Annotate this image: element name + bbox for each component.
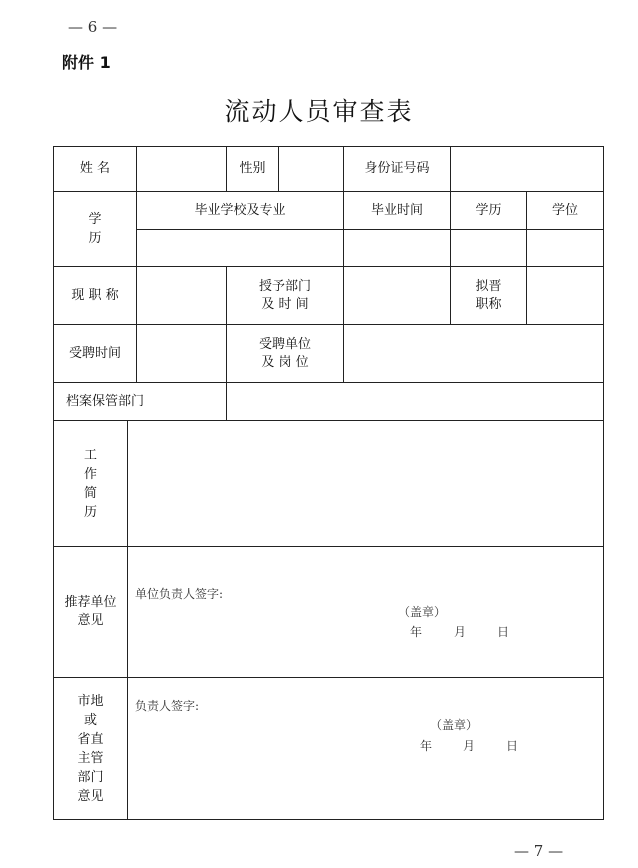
school-major-field[interactable] — [137, 230, 343, 266]
work-history-label — [54, 421, 127, 546]
recommend-label — [54, 547, 127, 677]
grant-dept-field[interactable] — [344, 267, 450, 324]
education-text: 学历 — [88, 212, 102, 246]
archive-dept-label: 档案保管部门 — [66, 393, 145, 409]
recommend-line-2: 意见 — [77, 613, 104, 628]
city-dept-label — [54, 678, 127, 819]
archive-dept-field[interactable] — [227, 383, 603, 420]
city-dept-line-2: 或 — [83, 712, 97, 728]
hire-unit-label — [227, 325, 343, 382]
gender-label: 性别 — [239, 161, 266, 176]
grad-time-label: 毕业时间 — [370, 202, 423, 218]
hire-unit-line-2: 及 岗 位 — [261, 354, 309, 370]
recommend-seal: （盖章） — [398, 605, 447, 619]
grant-dept-line-1: 授予部门 — [258, 278, 311, 294]
proposed-title-line-2: 职称 — [475, 296, 502, 312]
hire-unit-line-1: 受聘单位 — [258, 336, 311, 352]
id-number-field[interactable] — [451, 147, 603, 191]
city-dept-line-6: 意见 — [77, 788, 104, 804]
proposed-title-field[interactable] — [527, 267, 603, 324]
page-number-bottom: — 7 — — [514, 842, 564, 860]
city-dept-line-4: 主管 — [77, 750, 104, 766]
degree-field[interactable] — [527, 230, 603, 266]
proposed-title-label — [451, 267, 526, 324]
recommend-line-1: 推荐单位 — [64, 595, 117, 610]
city-dept-line-3: 省直 — [77, 731, 104, 747]
work-history-field[interactable] — [128, 421, 603, 546]
education-field[interactable] — [451, 230, 526, 266]
city-dept-month: 月 — [463, 739, 476, 753]
page-title: 流动人员审查表 — [224, 97, 414, 126]
city-dept-seal: （盖章） — [430, 718, 479, 732]
head-signature-label: 负责人签字: — [135, 699, 200, 713]
recommend-day: 日 — [497, 625, 510, 639]
hire-unit-field[interactable] — [344, 325, 603, 382]
city-dept-line-1: 市地 — [77, 693, 104, 709]
hire-time-label: 受聘时间 — [68, 345, 121, 361]
grant-dept-label — [227, 267, 343, 324]
work-history-text: 工作简历 — [83, 447, 97, 520]
degree-col-label: 学历 — [475, 202, 502, 218]
school-major-label: 毕业学校及专业 — [194, 202, 286, 218]
grant-dept-line-2: 及 时 间 — [261, 296, 309, 312]
education-label — [54, 192, 136, 266]
degree-label: 学位 — [551, 202, 578, 218]
page-number-top: — 6 — — [68, 18, 118, 36]
recommend-month: 月 — [454, 625, 467, 639]
hire-time-field[interactable] — [137, 325, 226, 382]
city-dept-line-5: 部门 — [77, 769, 104, 785]
attachment-label: 附件 1 — [62, 53, 111, 72]
city-dept-year: 年 — [420, 739, 433, 753]
proposed-title-line-1: 拟晋 — [475, 278, 502, 294]
city-dept-day: 日 — [506, 739, 519, 753]
recommend-year: 年 — [410, 625, 423, 639]
gender-field[interactable] — [279, 147, 343, 191]
name-field[interactable] — [137, 147, 226, 191]
unit-head-signature-label: 单位负责人签字: — [135, 587, 224, 601]
name-label: 姓 名 — [79, 161, 111, 176]
grad-time-field[interactable] — [344, 230, 450, 266]
current-title-field[interactable] — [137, 267, 226, 324]
current-title-label: 现 职 称 — [71, 287, 119, 303]
id-number-label: 身份证号码 — [364, 161, 430, 176]
